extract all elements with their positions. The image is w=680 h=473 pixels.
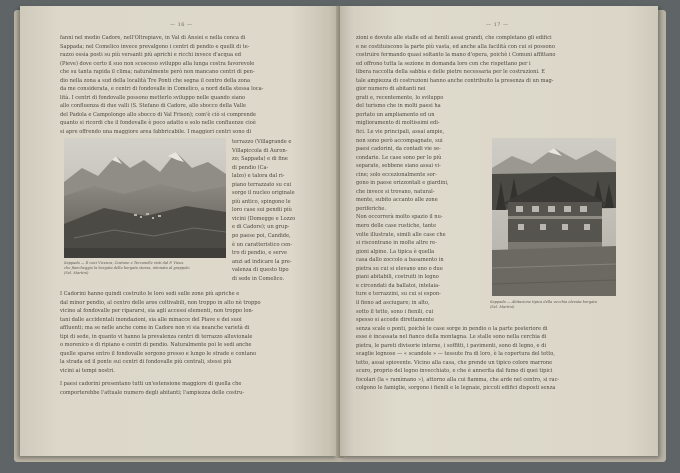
text-line: grati e, recentemente, lo sviluppo <box>356 94 444 101</box>
text-line: portato un ampliamento ed un <box>356 111 435 118</box>
text-line: (Pieve) dove certo il suo non scosceso sviluppo alla lunga costra favorevole <box>60 60 255 67</box>
text-line: e circondati da ballatoi, intelaia- <box>356 282 440 289</box>
text-line: zioni e dovute alle stalle ed ai fienili assai grandi, che completano gli edifici <box>356 35 552 41</box>
text-line: colgono le famiglie, sorgono i fienili e le legnaie, piccoli edifici disposti senza <box>356 385 556 392</box>
text-line: ture e terrazzini, su cui si espon- <box>356 291 441 298</box>
text-line: zo; Sappada) e di fine <box>232 156 288 163</box>
left-side-text <box>232 138 324 283</box>
right-page <box>340 6 658 456</box>
text-line: vicini (Domegge e Lozzo <box>232 215 296 222</box>
text-line: piano terrazzato su cui <box>232 181 292 188</box>
text-line: piani abitabili, costruiti in legno <box>356 274 439 281</box>
text-line: scuro, proprio del legno invecchiato, e che è annerita dal fumo di quei tipici <box>356 368 553 375</box>
text-line: tipi di sede, in quanto vi hanno la prevalenza centri di terrazzo alluvionale <box>60 333 253 340</box>
text-line: che invece si trovano, natural- <box>356 188 435 195</box>
text-line: tro di pendio, e serve <box>232 250 288 257</box>
text-line: po paese poi, Candide, <box>232 233 291 240</box>
caption-line: (Sel. Martini) <box>490 305 515 310</box>
text-line: fanni nel medio Cadore, nell'Oltrepiave, in Val di Ansiei e nella conca di <box>60 35 246 41</box>
text-line: I paesi cadorini presentano tutti un'estensione maggiore di quella che <box>60 381 242 387</box>
caption-line: Sappada — Abitazione tipica della vecchia elevata borgata <box>490 300 597 304</box>
text-line: senza scale o ponti, poichè le case sorge in pendio o la parte posteriore di <box>356 325 548 332</box>
text-line: Villapiccola di Auron- <box>232 147 288 154</box>
text-line: comporterebbe l'attuale numero degli abitanti; l'ampiezza delle costru- <box>60 389 245 396</box>
text-line: esse è incassata nel fianco della montagna. Le stalle sono nella cerchia di <box>356 334 547 341</box>
text-line: di sede in Comelico. <box>232 275 285 282</box>
text-line: quanto si ricordi che il fondovalle è poco adatto e solo nelle confluenze cioè <box>60 120 256 127</box>
text-line: è un caratteristico cen- <box>232 241 293 248</box>
text-line: gioni alpine. La tipica è quella <box>356 248 435 255</box>
text-line: affluenti; ma se nelle anche come in Cadore non vi sia neanche varietà di <box>60 325 250 332</box>
text-line: e ne costituiscono la parte più vasta, ed anche alla facilità con cui si possono <box>356 43 555 50</box>
text-line: tale ampiezza di costruzioni hanno anche contribuito la presenza di un mag- <box>356 77 554 84</box>
text-line: cine; solo eccezionalmente sor- <box>356 171 437 178</box>
text-line: sotto il tetto, sono i fienili, cui <box>356 308 434 315</box>
text-line: scaglie legnose — « scandole » — tessute fra di loro, è la copertura del tetto, <box>356 351 555 358</box>
text-line: Non occorrerà molto spazio il nu- <box>356 214 443 221</box>
alpine-house-photo <box>492 138 616 296</box>
text-line: la strada ed il ponte sui centri di fondovalle più centrali, stessi più <box>60 359 232 366</box>
text-line: si apre offrendo una maggiore area fabbricabile. I maggiori centri sono di <box>60 129 252 136</box>
text-line: lalzo) e talora dal ri- <box>232 173 285 180</box>
text-line: vicini ai tempi nostri. <box>60 367 115 374</box>
text-line: terrazzo (Villagrande e <box>232 139 292 145</box>
caption-line: (Sel. Martini) <box>64 271 89 276</box>
text-line: condarie. Le case sono per lo più <box>356 154 442 161</box>
text-line: anzi ad indicare la pre- <box>232 258 292 265</box>
text-line: gior numero di abitanti nei <box>356 86 426 93</box>
text-line: non sono però accompagnate, sui <box>356 137 443 144</box>
caption-line: Sappada — Il noci Vicenza, Costone e Terzanelle visti dal P. Vieux <box>64 261 184 265</box>
text-line: libera raccolta della sabbia e delle pietre necessaria per le costruzioni. E <box>356 69 545 76</box>
text-line: pietra su cui si elevano uno o due <box>356 265 443 272</box>
text-line: lità. I centri di fondovalle possono metterlo sviluppo nelle quando siano <box>60 94 246 101</box>
text-line: ed offrono tutta la sezione in domanda loro con che rispettano per i <box>356 60 531 67</box>
left-top-text <box>60 34 322 137</box>
text-line: paesi cadorini, da contadi vie se- <box>356 146 441 153</box>
text-line: dio nella zona a sud della località Tre Ponti che segna il centro della zona <box>60 77 251 84</box>
caption-line: che fiancheggia la borgata della borgata stessa, intonata al grappolo <box>64 266 190 271</box>
text-line: da me considerata, e centri di fondovalle in Comelico, a nord della stessa loca- <box>60 86 264 93</box>
left-page <box>20 6 338 456</box>
text-line: focolari (la « ramìmano »), attorno alla cui fiamma, che arde nel centro, si rac- <box>356 376 560 383</box>
text-line: del turismo che in molti paesi ha <box>356 103 441 110</box>
text-line: valenza di questo tipo <box>232 267 289 274</box>
left-photo-caption <box>64 261 226 277</box>
text-line: separate, sebbene siano assai vi- <box>356 163 441 170</box>
text-line: o morenico e di ripiano e centri di pendio. Naturalmente poi le sedi anche <box>60 342 252 349</box>
text-line: periferiche. <box>356 205 387 212</box>
text-line: mente, subito accanto alle zone <box>356 197 438 204</box>
text-line: tani dalle accidentali inondazioni, sia alle minacce del Piave e dei suoi <box>60 316 242 323</box>
text-line: volte illustrate, simili alle case che <box>356 231 446 238</box>
text-line: Sappada; nel Comelico invece prevalgono i centri di pendio e quelli di te- <box>60 43 250 50</box>
text-line: del Padola e Campolongo allo sbocco di Val Frison); com'è ciò si comprende <box>60 111 257 118</box>
left-last-text <box>60 380 322 397</box>
text-line: casa dallo zoccolo a basamento in <box>356 257 444 264</box>
text-line: allo confluenza di due valli (S. Stefano di Cadore, allo sbocco della Valle <box>60 103 247 110</box>
text-line: spesso si accede direttamente <box>356 317 434 324</box>
text-line: di pendio (Ca- <box>232 164 269 171</box>
text-line: il fieno ad asciugare; in alto, <box>356 299 430 306</box>
text-line: pietra, le pareti divisorie interne, i soffitti, i pavimenti, sono di legno, e di <box>356 342 547 349</box>
text-line: loro case sui pendii più <box>232 207 292 214</box>
text-line: quelle sparse entro il fondovalle sorgono presso e lungo le strade e contano <box>60 350 257 357</box>
text-line: costruire fermando quasi soltanto la mano d'opera, poichè i Comuni affittano <box>356 52 556 59</box>
text-line: che su tanta rapida il clima; naturalmente però non mancano centri di pen- <box>60 69 255 76</box>
text-line: I Cadorini hanno quindi costruito le loro sedi sulle zone più apriche e <box>60 291 240 297</box>
text-line: dal minor pendio, al centro delle aree coltivabili, non troppo in alto nè troppo <box>60 299 261 306</box>
left-page-number: — 16 — <box>170 22 193 28</box>
left-bottom-text <box>60 290 322 375</box>
text-line: si riscontrano in molte altre re- <box>356 240 437 247</box>
text-line: gono in paese orizzontali e giardini, <box>356 180 449 187</box>
text-line: mero delle case rustiche, tante <box>356 223 437 230</box>
text-line: vicino al fondovalle per ripararsi, sia agli accessi elementi, non troppo lon- <box>60 308 254 315</box>
right-photo-caption <box>490 300 620 310</box>
text-line: sorge il nucleo originale <box>232 190 295 197</box>
text-line: razzo ossia posti su più versanti più aprichi e ricchi invece d'acqua ed <box>60 52 241 59</box>
alpine-house-illustration <box>492 138 616 296</box>
text-line: fici. Le vie principali, assai ampie, <box>356 129 445 136</box>
text-line: miglioramento di moltissimi edi- <box>356 120 440 127</box>
text-line: tetto, assai spiovente. Vicino alla casa, che prende un tipico colore marrone <box>356 359 553 366</box>
right-page-number: — 17 — <box>486 22 509 28</box>
text-line: più antico, spingono le <box>232 198 291 205</box>
mountain-valley-photo <box>64 138 226 258</box>
open-booklet <box>14 6 666 464</box>
mountain-valley-illustration <box>64 138 226 258</box>
text-line: e di Cadore); un grup- <box>232 224 290 231</box>
